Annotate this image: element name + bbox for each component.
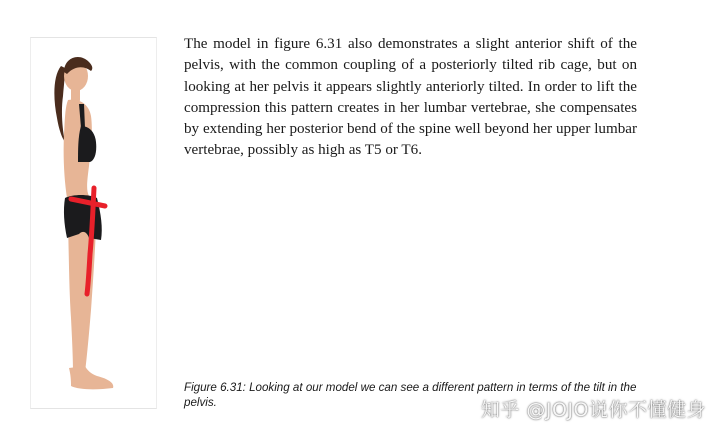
figure-caption: Figure 6.31: Looking at our model we can see a different pattern in terms of the tilt in the pelvis. [184, 381, 637, 409]
figure-image-panel [30, 37, 157, 409]
sports-bra [78, 126, 96, 162]
watermark-text: 知乎 @JOJO说你不懂健身 [480, 399, 706, 421]
standing-model-side-view [31, 38, 158, 410]
ponytail [54, 66, 65, 142]
feet [69, 366, 113, 389]
article-paragraph: The model in figure 6.31 also demonstrates a slight anterior shift of the pelvis, with the common coupling of a posteriorly tilted rib cage, but on looking at her pelvis it appears slightly anteriorly tilted. In order to lift the compression this pattern creates in her lumbar vertebrae, she compensates by extending her posterior bend of the spine well beyond her upper lumbar vertebrae, possibly as high as T5 or T6. [184, 36, 637, 159]
